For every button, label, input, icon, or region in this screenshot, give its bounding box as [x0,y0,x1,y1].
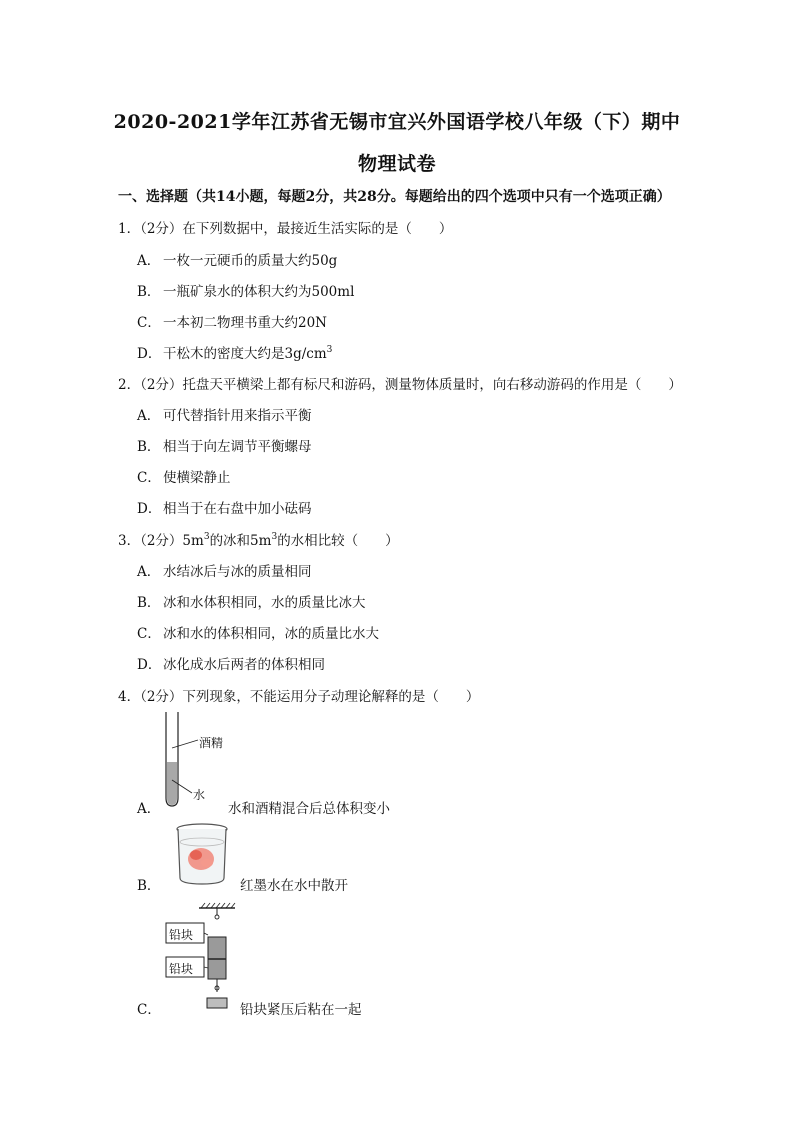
option-letter: C． [137,470,161,486]
question-4-option-a-text: 水和酒精混合后总体积变小 [228,801,390,817]
red-ink-cloud [188,848,214,870]
hook-top [215,915,219,919]
question-1-option-a [137,249,337,269]
question-1-option-b [137,280,354,300]
lead-block-upper [208,937,226,959]
option-text: 冰和水的体积相同，冰的质量比水大 [163,626,379,642]
option-letter: A． [137,253,161,269]
superscript: 3 [203,532,210,542]
document-title-line-2: 物理试卷 [357,153,436,175]
option-letter: A． [137,564,161,580]
question-1-option-c [137,311,327,331]
question-2-option-d [137,497,312,517]
option-letter: A． [137,408,161,424]
option-letter: C． [137,626,161,642]
beaker-figure [170,820,235,888]
option-letter: B． [137,439,161,455]
option-text: 一枚一元硬币的质量大约50g [163,253,338,269]
stem-part: 3．（2分）5m [118,533,204,549]
question-3-option-d [137,653,325,673]
lead-block-lower [208,959,226,979]
option-text: 相当于在右盘中加小砝码 [163,501,312,517]
question-3-option-c [137,622,379,642]
stem-part: 的冰和5m [209,533,272,549]
red-ink-core [190,850,202,860]
water-label: 水 [193,788,206,802]
option-text: 相当于向左调节平衡螺母 [163,439,312,455]
question-4-option-c-letter [137,998,163,1018]
red-ink-spread [201,859,213,867]
question-3-option-b [137,591,366,611]
hanging-weight [207,998,227,1008]
question-2-option-b [137,435,312,455]
question-3-stem [118,529,399,549]
option-letter: B． [137,878,161,894]
option-letter: A． [137,801,161,817]
question-3-option-a [137,560,312,580]
option-letter: C． [137,1002,161,1018]
lead-block-label-1: 铅块 [169,928,194,942]
document-title-line-1: 2020-2021学年江苏省无锡市宜兴外国语学校八年级（下）期中 [113,111,681,133]
option-text: 干松木的密度大约是3g/cm [163,346,327,362]
option-text: 水结冰后与冰的质量相同 [163,564,312,580]
question-4-option-b-letter [137,874,163,894]
option-letter: B． [137,595,161,611]
option-letter: D． [137,657,162,673]
question-4-option-c-text: 铅块紧压后粘在一起 [240,1002,362,1018]
question-2-option-a [137,404,312,424]
option-letter: C． [137,315,161,331]
question-2-option-c [137,466,231,486]
alcohol-pointer [172,740,198,748]
question-1-stem: 1．（2分）在下列数据中，最接近生活实际的是（ ） [118,221,453,237]
option-text: 一本初二物理书重大约20N [163,315,327,331]
option-text: 冰化成水后两者的体积相同 [163,657,325,673]
alcohol-label: 酒精 [199,736,224,750]
option-text: 使横梁静止 [163,470,231,486]
option-text: 可代替指针用来指示平衡 [163,408,312,424]
section-heading: 一、选择题（共14小题，每题2分，共28分。每题给出的四个选项中只有一个选项正确） [118,189,671,205]
option-text: 冰和水体积相同，水的质量比冰大 [163,595,366,611]
question-4-option-b-text: 红墨水在水中散开 [240,878,348,894]
question-4-stem: 4．（2分）下列现象，不能运用分子动理论解释的是（ ） [118,689,480,705]
lead-block-label-2: 铅块 [169,962,194,976]
superscript: 3 [326,345,333,355]
option-letter: D． [137,346,162,362]
label-pointer-2 [204,967,208,968]
question-2-stem: 2．（2分）托盘天平横梁上都有标尺和游码，测量物体质量时，向右移动游码的作用是（ ） [118,377,682,393]
lead-blocks-figure [163,902,243,1012]
option-letter: B． [137,284,161,300]
ceiling-hatching [201,903,235,908]
option-text: 一瓶矿泉水的体积大约为500ml [163,284,355,300]
superscript: 3 [271,532,278,542]
label-pointer-1 [204,933,208,935]
option-letter: D． [137,501,162,517]
stem-part: 的水相比较（ ） [277,533,399,549]
question-1-option-d [137,342,332,362]
water-fill [167,762,177,805]
